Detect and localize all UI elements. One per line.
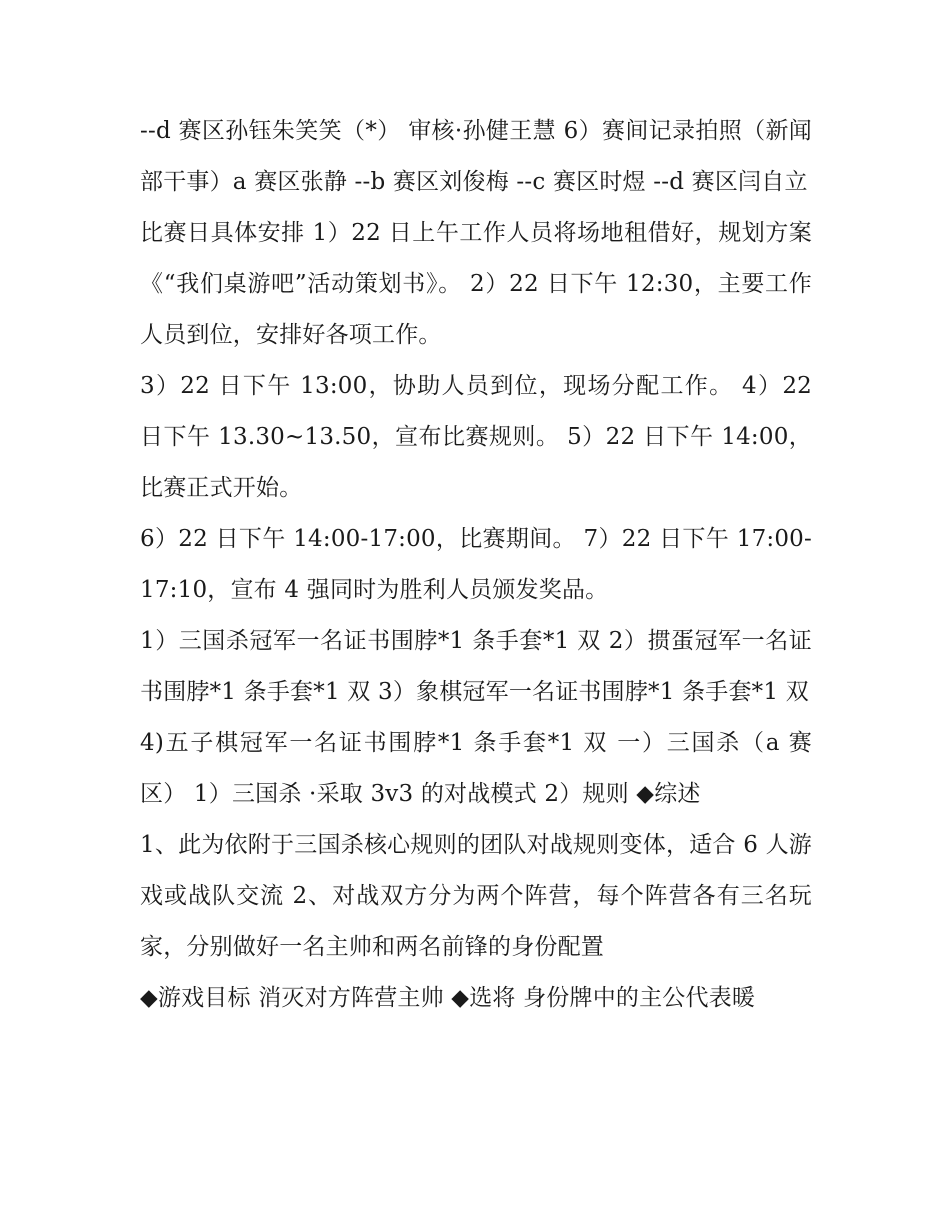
paragraph-sanguosha-overview: 1、此为依附于三国杀核心规则的团队对战规则变体，适合 6 人游戏或战队交流 2、对战双方分为两个阵营，每个阵营各有三名玩家，分别做好一名主帅和两名前锋的身份配置 xyxy=(140,832,812,960)
document-body xyxy=(140,106,812,1024)
paragraph-sanguosha-intro: 4)五子棋冠军一名证书围脖*1 条手套*1 双 一）三国杀（a 赛区） 1）三国杀 ·采取 3v3 的对战模式 2）规则 ◆综述 xyxy=(140,730,812,807)
paragraph-schedule-competition: 6）22 日下午 14:00-17:00，比赛期间。 7）22 日下午 17:00-17:10，宣布 4 强同时为胜利人员颁发奖品。 xyxy=(140,526,812,603)
paragraph-schedule-morning: 比赛日具体安排 1）22 日上午工作人员将场地租借好，规划方案《“我们桌游吧”活动策划书》。 2）22 日下午 12:30，主要工作人员到位，安排好各项工作。 xyxy=(140,220,812,348)
paragraph-prizes: 1）三国杀冠军一名证书围脖*1 条手套*1 双 2）掼蛋冠军一名证书围脖*1 条手套*1 双 3）象棋冠军一名证书围脖*1 条手套*1 双 xyxy=(140,628,812,705)
paragraph-schedule-afternoon: 3）22 日下午 13:00，协助人员到位，现场分配工作。 4）22 日下午 13.30~13.50，宣布比赛规则。 5）22 日下午 14:00，比赛正式开始。 xyxy=(140,373,812,501)
paragraph-game-goal: ◆游戏目标 消灭对方阵营主帅 ◆选将 身份牌中的主公代表暖 xyxy=(140,985,756,1011)
paragraph-staff-assignments: --d 赛区孙钰朱笑笑（*） 审核·孙健王慧 6）赛间记录拍照（新闻部干事）a 赛区张静 --b 赛区刘俊梅 --c 赛区时煜 --d 赛区闫自立 xyxy=(140,118,812,195)
